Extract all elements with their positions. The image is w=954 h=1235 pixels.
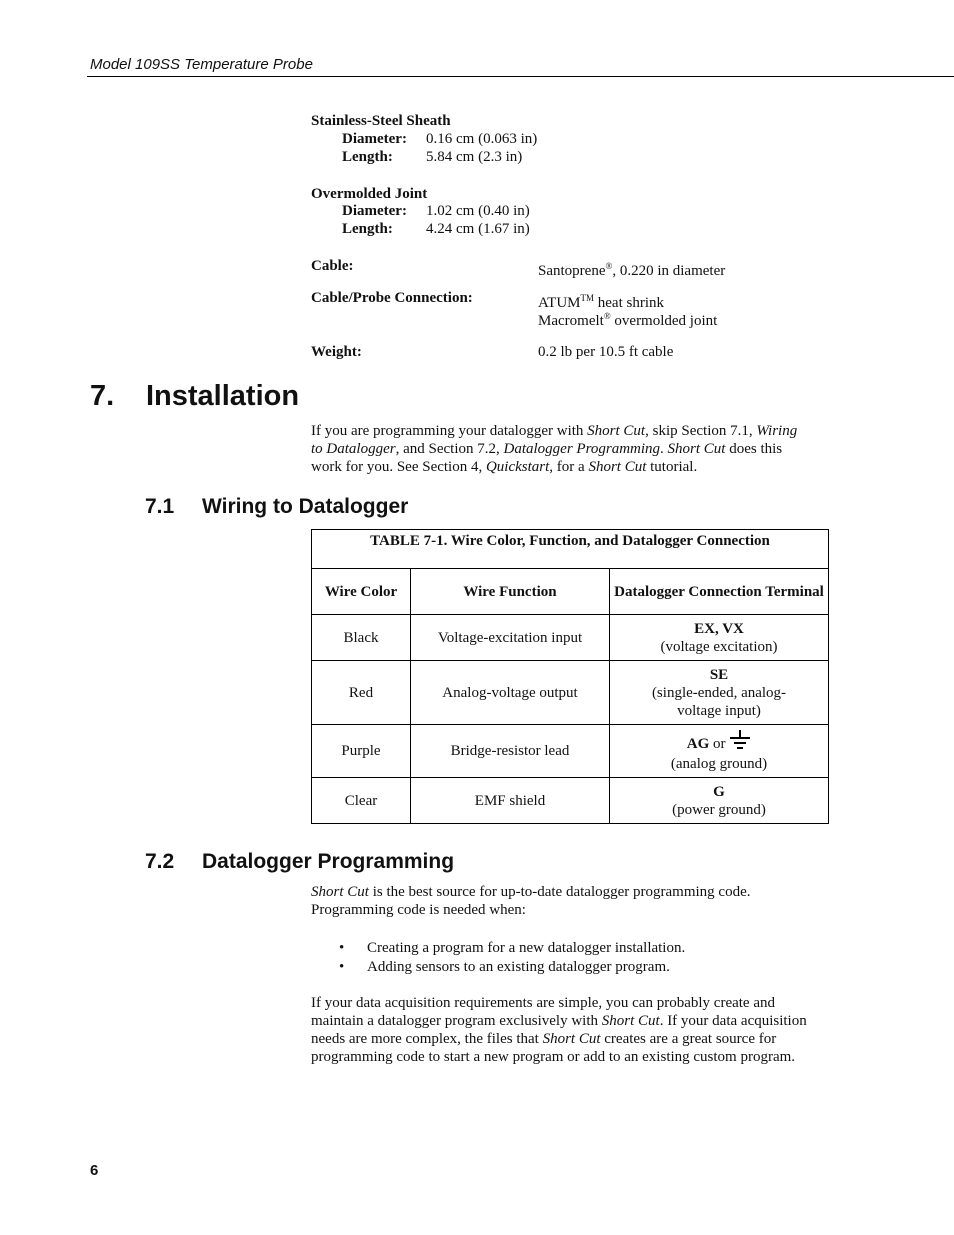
trademark-mark: TM (580, 293, 595, 303)
terminal-note: (analog ground) (670, 755, 768, 772)
registered-mark: ® (605, 261, 613, 271)
italic-text-run: Quickstart (485, 459, 550, 475)
joint-length-label: Length: (342, 221, 393, 237)
table-row (312, 615, 829, 661)
wire-function-cell: Analog-voltage output (411, 661, 610, 725)
programming-paragraph-2-text (311, 994, 809, 1066)
text-run: creates are a great source for programming code to start a new program or add to an existing custom program. (311, 1031, 796, 1065)
section-number: 7.1 (145, 495, 175, 518)
section-title: Wiring to Datalogger (202, 495, 409, 518)
section-7-heading (90, 379, 299, 413)
joint-length-value: 4.24 cm (1.67 in) (426, 221, 530, 237)
terminal-name-line (614, 730, 824, 755)
terminal-note: (single-ended, analog-voltage input) (651, 684, 787, 719)
italic-text-run: Short Cut (587, 423, 646, 439)
connection-label: Cable/Probe Connection: (311, 290, 473, 306)
weight-label: Weight: (311, 344, 362, 360)
italic-text-run: Short Cut (542, 1031, 601, 1047)
terminal-name: AG (686, 735, 710, 752)
connection-value-line2 (538, 307, 717, 330)
text-run: does this work for you. See Section 4, (311, 441, 783, 475)
table-row (312, 661, 829, 725)
terminal-cell (610, 778, 829, 824)
italic-text-run: Short Cut (667, 441, 726, 457)
section-number: 7. (90, 380, 115, 412)
programming-paragraph-1 (311, 883, 786, 919)
italic-text-run: Short Cut (311, 884, 369, 900)
wire-table (311, 529, 829, 824)
column-header-wire-color: Wire Color (312, 569, 411, 615)
connection-detail-1: heat shrink (594, 295, 664, 311)
wire-function-cell: Voltage-excitation input (411, 615, 610, 661)
cable-material: Santoprene (538, 263, 606, 279)
list-item (311, 939, 685, 958)
wire-function-cell: EMF shield (411, 778, 610, 824)
programming-paragraph-1-text (311, 883, 786, 919)
column-header-wire-function: Wire Function (411, 569, 610, 615)
text-run: . (660, 441, 668, 457)
joint-diameter-value: 1.02 cm (0.40 in) (426, 203, 530, 219)
italic-text-run: Wiring to Datalogger (311, 423, 798, 457)
italic-text-run: Short Cut (588, 459, 647, 475)
sheath-diameter-label: Diameter: (342, 131, 407, 147)
terminal-name: G (713, 783, 725, 800)
sheath-heading: Stainless-Steel Sheath (311, 113, 451, 129)
cable-label: Cable: (311, 258, 354, 274)
joint-diameter-label: Diameter: (342, 203, 407, 219)
wire-color-cell: Red (312, 661, 411, 725)
installation-intro (311, 422, 801, 476)
section-title: Installation (146, 380, 300, 412)
terminal-name: SE (709, 666, 729, 683)
terminal-cell (610, 661, 829, 725)
sheath-length-value: 5.84 cm (2.3 in) (426, 149, 523, 165)
connection-detail-2: overmolded joint (610, 313, 718, 329)
list-item-text: Creating a program for a new datalogger installation. (367, 940, 686, 956)
text-run: , skip Section 7.1, (645, 423, 757, 439)
wire-color-cell: Purple (312, 725, 411, 778)
italic-text-run: Short Cut (601, 1013, 660, 1029)
text-run: , and Section 7.2, (395, 441, 504, 457)
wire-function-cell: Bridge-resistor lead (411, 725, 610, 778)
text-run: If your data acquisition requirements are simple, you can probably create and maintain a datalogger program exclusively with (311, 995, 775, 1029)
table-row (312, 778, 829, 824)
bullet-icon: • (339, 959, 345, 975)
header-rule (87, 76, 954, 77)
text-run: , for a (549, 459, 589, 475)
list-item (311, 958, 685, 977)
ground-symbol-icon (729, 730, 751, 755)
table-header-row (312, 569, 829, 615)
wire-color-cell: Clear (312, 778, 411, 824)
section-7-1-heading (145, 494, 408, 520)
section-number: 7.2 (145, 850, 175, 873)
cable-value (538, 257, 725, 280)
text-run: tutorial. (646, 459, 698, 475)
column-header-terminal: Datalogger Connection Terminal (610, 569, 829, 615)
joint-heading: Overmolded Joint (311, 186, 428, 202)
page-number: 6 (90, 1162, 99, 1179)
italic-text-run: Datalogger Programming (503, 441, 661, 457)
terminal-cell (610, 725, 829, 778)
section-7-2-heading (145, 849, 454, 875)
sheath-length-label: Length: (342, 149, 393, 165)
text-run: If you are programming your datalogger with (311, 423, 588, 439)
installation-intro-text (311, 422, 801, 476)
section-title: Datalogger Programming (202, 850, 455, 873)
text-run: . If your data acquisition needs are more complex, the files that (311, 1013, 807, 1047)
sheath-diameter-value: 0.16 cm (0.063 in) (426, 131, 538, 147)
registered-mark: ® (603, 311, 611, 321)
bullet-list (311, 939, 685, 977)
cable-diameter: , 0.220 in diameter (612, 263, 726, 279)
terminal-cell (610, 615, 829, 661)
wire-color-cell: Black (312, 615, 411, 661)
connection-material-2: Macromelt (538, 313, 604, 329)
running-header: Model 109SS Temperature Probe (90, 56, 313, 73)
programming-paragraph-2 (311, 994, 809, 1066)
terminal-note: (power ground) (672, 801, 766, 818)
table-row (312, 725, 829, 778)
terminal-name: EX, VX (694, 620, 744, 637)
table-caption: TABLE 7-1. Wire Color, Function, and Datalogger Connection (312, 530, 829, 569)
list-item-text: Adding sensors to an existing datalogger program. (367, 959, 670, 975)
terminal-or: or (709, 735, 730, 752)
weight-value: 0.2 lb per 10.5 ft cable (538, 344, 674, 360)
connection-material-1: ATUM (538, 295, 581, 311)
text-run: is the best source for up-to-date datalogger programming code. Programming code is needed when: (311, 884, 751, 918)
bullet-icon: • (339, 940, 345, 956)
terminal-note: (voltage excitation) (660, 638, 778, 655)
